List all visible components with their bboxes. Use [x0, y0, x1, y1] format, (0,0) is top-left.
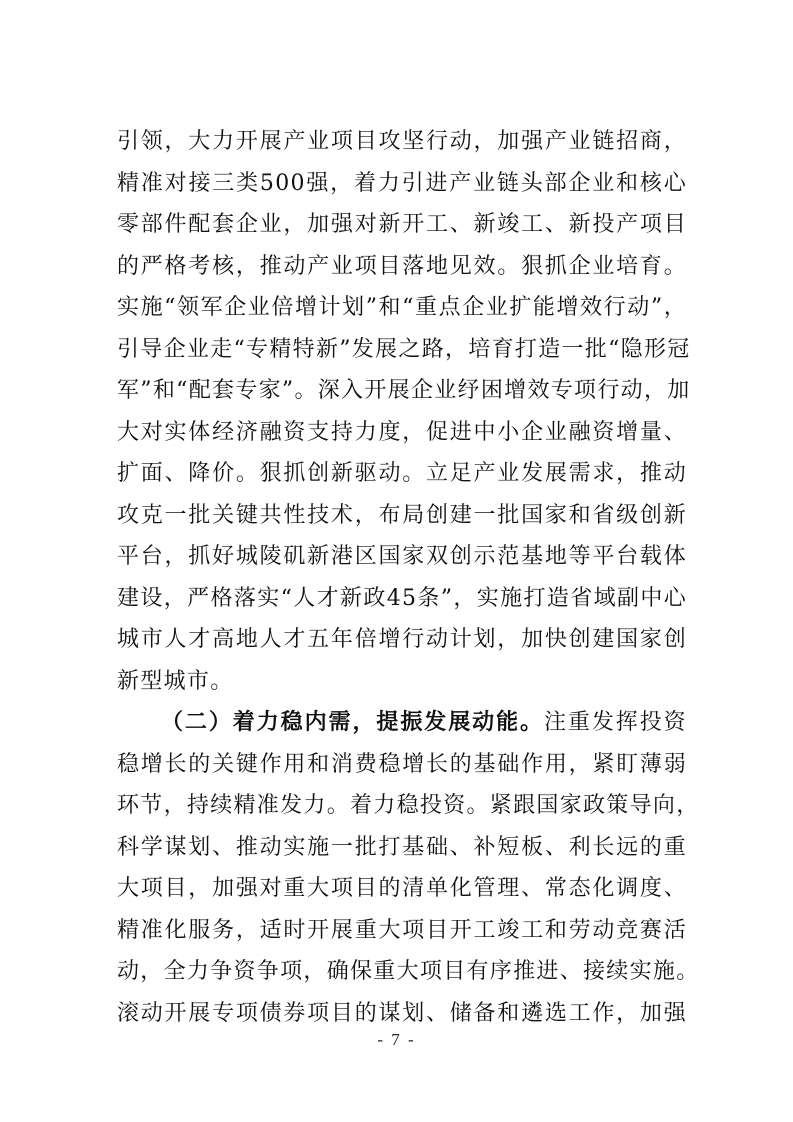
text-line: 的严格考核，推动产业项目落地见效。狠抓企业培育。: [117, 253, 687, 279]
section-text: 注重发挥投资: [544, 710, 687, 735]
body-text: [117, 121, 700, 1034]
text-line: 零部件配套企业，加强对新开工、新竣工、新投产项目: [117, 212, 687, 237]
text-line: 滚动开展专项债券项目的谋划、储备和遴选工作，加强: [117, 1000, 687, 1026]
text-line: 大项目，加强对重大项目的清单化管理、常态化调度、: [117, 876, 687, 901]
text-line: 军”和“配套专家”。深入开展企业纾困增效专项行动，加: [117, 378, 691, 403]
text-line: 扩面、降价。狠抓创新驱动。立足产业发展需求，推动: [117, 461, 687, 486]
text-line: 建设，严格落实“人才新政45条”，实施打造省域副中心: [117, 585, 687, 611]
text-line: 动，全力争资争项，确保重大项目有序推进、接续实施。: [117, 959, 700, 984]
text-line: 科学谋划、推动实施一批打基础、补短板、利长远的重: [117, 834, 687, 860]
text-line: 大对实体经济融资支持力度，促进中小企业融资增量、: [117, 419, 687, 445]
text-line: 精准对接三类500强，着力引进产业链头部企业和核心: [117, 170, 687, 196]
text-line: 新型城市。: [117, 668, 234, 694]
text-line: 攻克一批关键共性技术，布局创建一批国家和省级创新: [117, 502, 687, 528]
text-line: 实施“领军企业倍增计划”和“重点企业扩能增效行动”，: [117, 295, 687, 320]
text-line: 稳增长的关键作用和消费稳增长的基础作用，紧盯薄弱: [117, 751, 687, 777]
text-line: 引领，大力开展产业项目攻坚行动，加强产业链招商，: [117, 129, 687, 154]
section-heading-line: [117, 702, 687, 744]
text-line: 城市人才高地人才五年倍增行动计划，加快创建国家创: [117, 627, 687, 652]
text-line: 平台，抓好城陵矶新港区国家双创示范基地等平台载体: [117, 544, 687, 569]
text-line: 引导企业走“专精特新”发展之路，培育打造一批“隐形冠: [117, 336, 691, 362]
text-line: 精准化服务，适时开展重大项目开工竣工和劳动竞赛活: [117, 917, 687, 943]
text-line: 环节，持续精准发力。着力稳投资。紧跟国家政策导向，: [117, 793, 700, 818]
section-heading: （二）着力稳内需，提振发展动能。: [161, 710, 544, 735]
page-number: - 7 -: [377, 1030, 416, 1049]
